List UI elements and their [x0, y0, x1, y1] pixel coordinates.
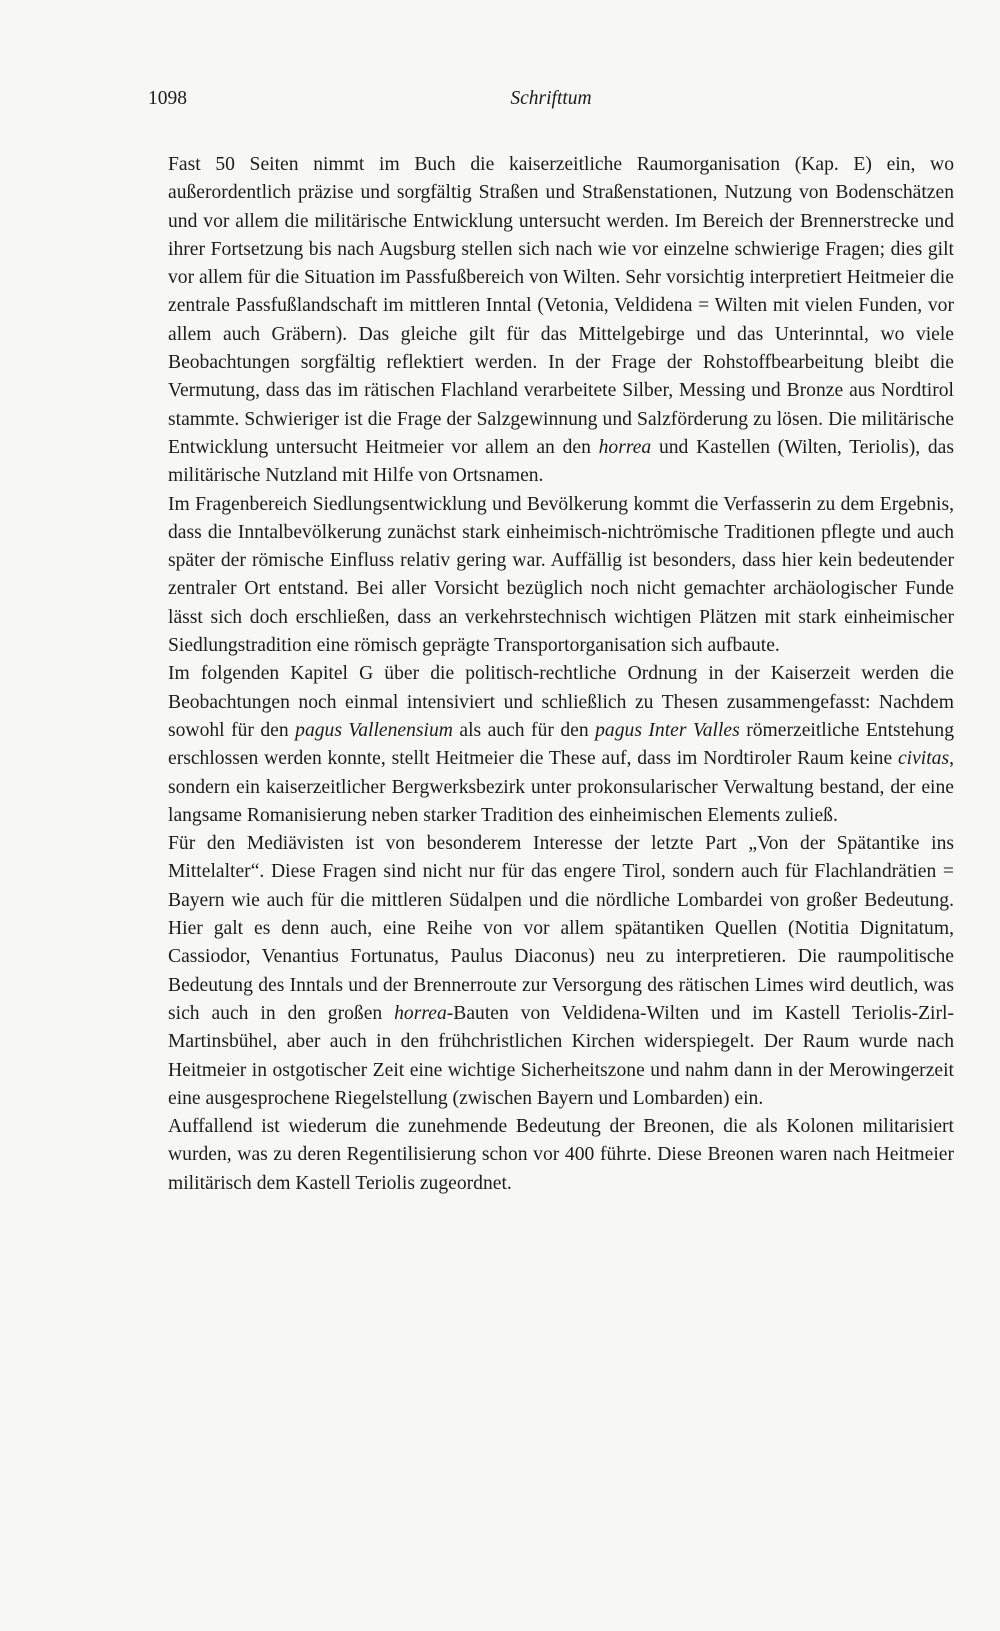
text-segment: Fast 50 Seiten nimmt im Buch die kaiserzeitliche Raumorganisation (Kap. E) ein, wo außerordentlich präzise und sorgfältig Straßen und Straßenstationen, Nutzung von Bodenschätzen und vor allem die militärische Entwicklung untersucht werden. Im Bereich der Brennerstrecke und ihrer Fortsetzung bis nach Augsburg stellen sich nach wie vor einzelne schwierige Fragen; dies gilt vor allem für die Situation im Passfußbereich von Wilten. Sehr vorsichtig interpretiert Heitmeier die zentrale Passfußlandschaft im mittleren Inntal (Vetonia, Veldidena = Wilten mit vielen Funden, vor allem auch Gräbern). Das gleiche gilt für das Mittelgebirge und das Unterinntal, wo viele Beobachtungen sorgfältig reflektiert werden. In der Frage der Rohstoffbearbeitung bleibt die Vermutung, dass das im rätischen Flachland verarbeitete Silber, Messing und Bronze aus Nordtirol stammte. Schwieriger ist die Frage der Salzgewinnung und Salzförderung zu lösen. Die militärische Entwicklung untersucht Heitmeier vor allem an den [168, 154, 954, 458]
text-segment: Für den Mediävisten ist von besonderem Interesse der letzte Part „Von der Spätantike ins Mittelalter“. Diese Fragen sind nicht nur für das engere Tirol, sondern auch für Flachlandrätien = Bayern wie auch für die mittleren Südalpen und die nördliche Lombardei von großer Bedeutung. Hier galt es denn auch, eine Reihe von vor allem spätantiken Quellen (Notitia Dignitatum, Cassiodor, Venantius Fortunatus, Paulus Diaconus) neu zu interpretieren. Die raumpolitische Bedeutung des Inntals und der Brennerroute zur Versorgung des rätischen Limes wird deutlich, was sich auch in den großen [168, 833, 954, 1024]
text-segment-italic: horrea [394, 1002, 447, 1024]
text-segment: als auch für den [452, 719, 596, 741]
text-segment-italic: civitas [897, 748, 950, 770]
text-segment: , sondern ein kaiserzeitlicher Bergwerksbezirk unter prokonsularischer Verwaltung bestand, der eine langsame Romanisierung neben starker Tradition des einheimischen Elements zuließ. [168, 748, 954, 826]
text-segment: -Bauten von Veldidena-Wilten und im Kastell Teriolis-Zirl-Martinsbühel, aber auch in den frühchristlichen Kirchen widerspiegelt. Der Raum wurde nach Heitmeier in ostgotischer Zeit eine wichtige Sicherheitszone und nahm dann in der Merowingerzeit eine ausgesprochene Riegelstellung (zwischen Bayern und Lombarden) ein. [168, 1002, 954, 1109]
paragraph-3 [168, 660, 954, 830]
page-header [148, 88, 954, 118]
text-segment: Im Fragenbereich Siedlungsentwicklung und Bevölkerung kommt die Verfasserin zu dem Ergebnis, dass die Inntalbevölkerung zunächst stark einheimisch-nichtrömische Traditionen pflegte und auch später der römische Einfluss relativ gering war. Auffällig ist besonders, dass hier kein bedeutender zentraler Ort entstand. Bei aller Vorsicht bezüglich noch nicht gemachter archäologischer Funde lässt sich doch erschließen, dass an verkehrstechnisch wichtigen Plätzen mit stark einheimischer Siedlungstradition eine römisch geprägte Transportorganisation sich aufbaute. [168, 493, 954, 657]
text-segment: Im folgenden Kapitel G über die politisch-rechtliche Ordnung in der Kaiserzeit werden die Beobachtungen noch einmal intensiviert und schließlich zu Thesen zusammengefasst: Nachdem sowohl für den [168, 663, 954, 741]
text-segment-italic: horrea [598, 436, 652, 458]
paragraph-1 [168, 151, 954, 491]
text-segment: römerzeitliche Entstehung erschlossen werden konnte, stellt Heitmeier die These auf, dass im Nordtiroler Raum keine [168, 719, 954, 770]
text-segment: und Kastellen (Wilten, Teriolis), das militärische Nutzland mit Hilfe von Ortsnamen. [168, 436, 954, 487]
text-segment-italic: pagus Vallenensium [295, 719, 453, 741]
running-title: Schrifttum [510, 88, 592, 109]
text-segment-italic: pagus Inter Valles [595, 719, 740, 741]
paragraph-4 [168, 830, 954, 1113]
body-text [168, 151, 954, 1198]
page-number: 1098 [148, 88, 187, 109]
paragraph-5 [168, 1113, 954, 1198]
paragraph-2 [168, 491, 954, 661]
text-segment: Auffallend ist wiederum die zunehmende Bedeutung der Breonen, die als Kolonen militarisiert wurden, was zu deren Regentilisierung schon vor 400 führte. Diese Breonen waren nach Heitmeier militärisch dem Kastell Teriolis zugeordnet. [168, 1116, 954, 1194]
